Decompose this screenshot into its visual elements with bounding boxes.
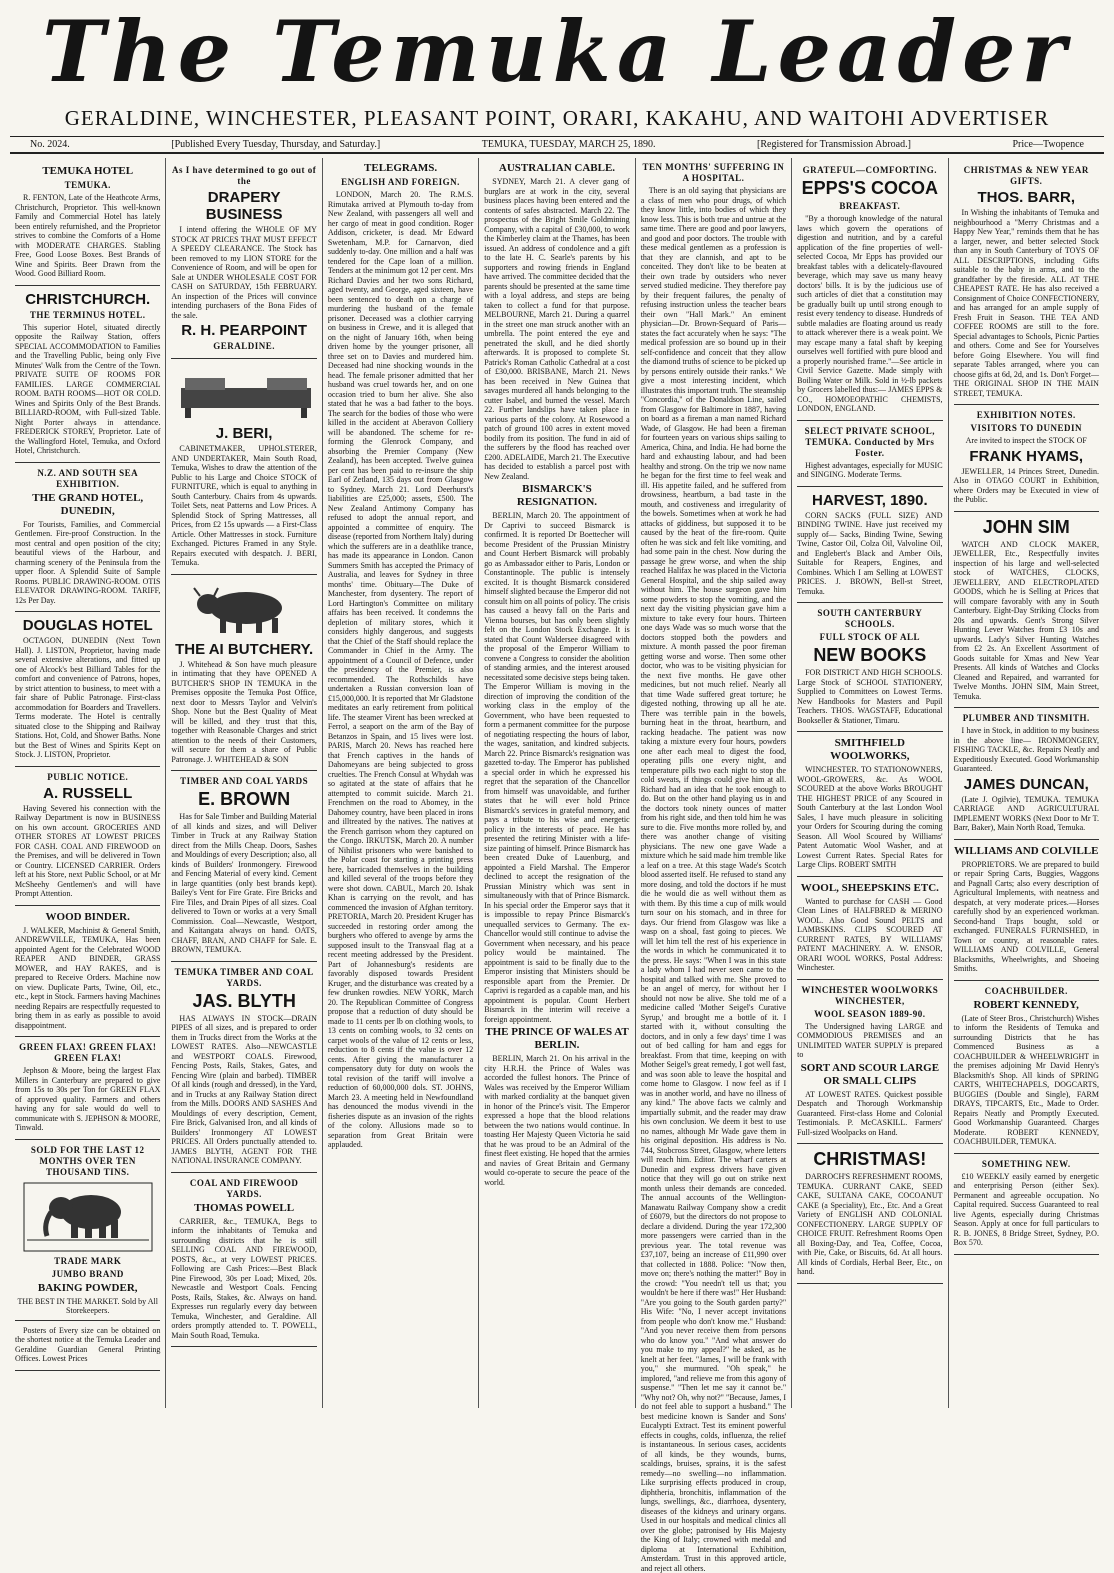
publication-days: [Published Every Tuesday, Thursday, and Saturday.] (171, 139, 381, 150)
article-body: BERLIN, March 20. The appointment of Dr Caprivi to succeed Bismarck is confirmed. It is reported Dr Boettecher will become President of the Prussian Ministry and Count Herbert Bismarck will probably go as Ambassador either to Paris, London or Constantinople. The public is intensely excited. It is thought Bismarck considered himself slighted because the Emperor did not consult him on all points of policy. The crisis has caused a heavy fall on the Paris and Vienna bourses, but has only been slightly felt on the London Stock Exchange. It is stated that Count Waldersee disagreed with the proposal of the Emperor William to convene a Congress to consider the abolition of standing armies, and the interest aroused necessitated some decisive steps being taken. The Emperor William is moving in the direction of improving the condition of the working class in the employ of the Government, who have been requested to form a permanent committee for the purpose of negotiating respecting the hours of labor, the wages, sanitation, and kindred subjects. March 22. Prince Bismarck's resignation was gazetted to-day. The Emperor has published a special order in which he expressed his regret that the separation of the Chancellor from himself was unavoidable, and further states that he will ever hold Prince Bismarck's services in grateful memory, and pays a tribute to his wise and energetic policy in the interests of peace. He has presented the retiring Minister with a life-size painting of himself. Prince Bismarck has been created Duke of Lauenburg, and appointed a Field Marshal. The Emperor declined to accept the resignation of the Prussian Ministry which was sent in simultaneously with that of Prince Bismarck. In his special order the Emperor says that it is impossible to repay Prince Bismarck's unequalled services to Germany. The ex-Chancellor would still continue to advise the Government when necessary, and his peace policy would be maintained. The appointment is said to be finally due to the Emperor insisting that Ministers should be responsible apart from the Premier. Dr Caprivi is regarded as a capable man, and his appointment is popular. Count Herbert Bismarck in the interim will receive a foreign appointment. (484, 511, 630, 1024)
issue-number: No. 2024. (30, 139, 70, 150)
ad-russell (15, 767, 160, 906)
ad-williams-colville (954, 840, 1099, 981)
ad-heading: NEW BOOKS (813, 645, 927, 665)
ad-winchester-woolworks (797, 980, 942, 1145)
ad-body: CARRIER, &c., TEMUKA, Begs to inform the inhabitants of Temuka and surrounding districts that he is still SELLING COAL AND FIREWOOD, POSTS, &c., at very LOWEST PRICES. Following are Cash Prices:—Best Black Pine Firewood, 30s per Load; Mixed, 20s. Newcastle and Westport Coals. Fencing Posts, Rails, Stakes, &c. Always on hand. Expresses run regularly every day between Temuka, Winchester, and Geraldine. All orders promptly attended to. T. POWELL, Main South Road, Temuka. (171, 1216, 317, 1340)
ad-terminus-hotel (15, 286, 160, 463)
ad-intro: FULL STOCK OF ALL (819, 632, 920, 642)
section-heading: TEN MONTHS' SUFFERING IN A HOSPITAL. (642, 162, 785, 183)
columns (10, 158, 1104, 1573)
bull-illustration-icon (184, 582, 304, 637)
ad-subheading: PUBLIC NOTICE. (47, 771, 129, 782)
ad-heading: SORT AND SCOUR LARGE OR SMALL CLIPS (800, 1061, 940, 1087)
column-2 (166, 158, 322, 1408)
ad-john-sim (954, 512, 1099, 709)
registration-note: [Registered for Transmission Abroad.] (757, 139, 911, 150)
ad-subheading: SOMETHING NEW. (981, 1158, 1071, 1169)
ad-heading: DOUGLAS HOTEL (22, 617, 153, 634)
article-body: LONDON, March 20. The R.M.S. Rimutaka arrived at Plymouth to-day from New Zealand, with passengers all well and her cargo of meat in good condition. Roger Addison, cricketer, is dead. Mr Edward Swetenham, M.P. for Carnarvon, died suddenly to-day. One million and a half was tendered for the Cape loan of a million. Tenders at the minimum got 12 per cent. Mrs Richard Davies and her two sons Richard, aged twenty, and George, aged sixteen, have been sentenced to death on a charge of murdering the husband of the female prisoner. Deceased was a clothier carrying on business in Crewe, and it is alleged that on the night of January 16th, when being driven home by the younger prisoner, all three set on to Davies and murdered him. Deceased had nine shocking wounds in the head. The female prisoner admitted that her husband was cruel towards her, and on one occasion tried to burn her alive. She also stated that he was a bad father to the boys. The search for the bodies of those who were killed in the accident at Aberavon Colliery will be abandoned. The scheme for re-forming the Glenrock Company, and absorbing the Premier Company (New Zealand), has been accepted. Twelve guinea per cent has been paid to re-insure the ship Earl of Zetland, 135 days out from Glasgow to Sydney. March 21. Lord Deerhurst's liabilities are £25,000; assets, £500. The New Zealand Antimony Company has refused to adopt the annual report, and appointed a committee of enquiry. The disease (reported from Northern Italy) during which the sufferers are in a deathlike trance, has made its appearance in London. Canon Summers Smith has accepted the Primacy of Australia, and leaves for Sydney in three months' time. Obituary—The Duke of Manchester, from dysentery. The report of Lord Hartington's Committee on military affairs has been received. It condemns the depletion of military stores, which it considers highly dangerous, and suggests that the Chief of the Staff should replace the Commander in Chief in the Army. The appointment of a Council of Defence, under the presidency of the Premier, is also recommended. The Rothschilds have undertaken a Russian conversion loan of £15,000,000. It is reported that Mr Gladstone meditates an early retirement from political life. The steamer Virent has been wrecked at Ferrol, a seaport on the arm of the Bay of Betanzos in Spain, and 15 lives were lost. PARIS, March 20. News has reached here that French captives in the hands of Dahomeyans are being subjected to gross cruelties. The French Consul at Whydah was so agitated at the state of affairs that he attempted to commit suicide. March 21. Frenchmen on the road to Abomey, in the Dahomey country, have been placed in irons and illtreated by the natives. The natives at the French garrison whom they captured on the Congo. IRKUTSK, March 20. A number of Nihilist prisoners who were banished to the Polar coast for starting a printing press here, barricaded themselves in the building and killed several of the troops before they were shot down. CABUL, March 20. Ishak Khan is carrying on the revolt, and has commenced the invasion of Afghan territory. PRETORIA, March 20. President Kruger has succeeded in restoring order among the burghers who offered to avenge by arms the supposed insult to the Transvaal flag at a recent meeting addressed by the President. Part of Johannesburg's residents are favorably disposed towards President Kruger, and the disturbance was created by a few drunken rowdies. NEW YORK, March 20. The Republican Committee of Congress propose that a reduction of duty should be made to 11 cents per lb on clothing wools, to 13 cents on combing wools, to 32 cents on carpet wools of the value of 12 cents or less, reduction to 8 cents if the value is over 12 cents. After giving the manufacturer a compensatory duty for duty on wools the total revision of the tariff will involve a reduction of 60,000,000 dols. ST. JOHNS, March 23. A meeting held in Newfoundland has denounced the modus vivendi in the fisheries dispute as an invasion of the rights of the colony. Allusions made so to separation from Great Britain were applauded. (327, 190, 474, 1149)
ad-body: (Late of Steer Bros., Christchurch) Wishes to inform the Residents of Temuka and surrounding Districts that he has Commenced Business as a COACHBUILDER & WHEELWRIGHT in the premises adjoining Mr David Henry's Blacksmith's Shop. All kinds of SPRING CARTS, WHITECHAPELS, DOGCARTS, BUGGIES (Double and Single), FARM DRAYS, TIPCARTS, Etc., Made to Order. Repairs Neatly and Promptly Executed. Good Workmanship Guaranteed. Charges Moderate. ROBERT KENNEDY, COACHBUILDER, TEMUKA. (953, 1013, 1099, 1146)
column-1 (10, 158, 166, 1408)
ad-body: (Late J. Ogilvie), TEMUKA. TEMUKA CARRIAGE AND AGRICULTURAL IMPLEMENT WORKS (Next Door to Mr T. Barr, Baker), Main North Road, Temuka. (953, 794, 1099, 832)
ad-heading: SMITHFIELD WOOLWORKS, (830, 737, 910, 762)
ad-heading: HARVEST, 1890. (812, 491, 928, 509)
ad-body: For Tourists, Families, and Commercial Gentlemen. Fire-proof Construction. In the most central and open position of the city; beautiful views of the Harbour, and charming scenery of the Peninsula from the upper floor. A Splendid Suite of Sample Rooms. PUBLIC DRAWING-ROOM. OTIS ELEVATOR DRAWING-ROOM. TARIFF, 12s Per Day. (15, 519, 161, 605)
column-6 (792, 158, 948, 1408)
ad-signature: R. H. PEARPOINT (181, 322, 308, 339)
ad-heading: WOOL, SHEEPSKINS ETC. (800, 881, 939, 894)
ad-intro: As I have determined to go out of the (172, 165, 317, 186)
ad-subheading: N.Z. AND SOUTH SEA EXHIBITION. (37, 467, 139, 489)
ad-posters (15, 1321, 160, 1371)
ad-heading: FRANK HYAMS, (969, 447, 1084, 465)
section-heading: TELEGRAMS. (364, 162, 438, 174)
ad-heading: CHRISTCHURCH. (25, 290, 151, 308)
ad-heading: BAKING POWDER, (37, 1281, 138, 1294)
ad-heading: THE GRAND HOTEL, DUNEDIN, (32, 491, 144, 517)
ad-subheading: WOOL SEASON 1889-90. (814, 1008, 926, 1019)
ad-body: WATCH AND CLOCK MAKER, JEWELLER, Etc., Respectfully invites inspection of his large and well-selected stock of WATCHES, CLOCKS, JEWELLERY, AND ELECTROPLATED GOODS, which he is Selling at Prices that will compare favorably with any in South Canterbury. Eight-Day Striking Clocks from 20s and upwards. Gent's Strong Silver Hunting Lever Watches from £3 10s and upwards. Lady's Silver Hunting Watches from £2 2s. An Excellent Assortment of Goods suitable for Xmas and New Year Presents. All kinds of Watches and Clocks Cleaned and Repaired, and warranted for Twelve Months. JOHN SIM, Main Street, Temuka. (953, 539, 1099, 701)
ad-drapery (171, 160, 316, 359)
ad-body: R. FENTON, Late of the Heathcote Arms, Christchurch, Proprietor. This well-known Family and Commercial Hotel has lately been entirely refurnished, and the Proprietor strives to combine the Comforts of a Home with MODERATE CHARGES. Stabling Free, Good Loose Boxes. Best Brands of Wine and Spirits. Beer Drawn from the Wood. Good Billiard Room. (15, 193, 161, 278)
ad-beri (171, 359, 316, 575)
ad-intro: Are invited to inspect the STOCK OF (965, 436, 1087, 445)
section-heading: AUSTRALIAN CABLE. (498, 162, 616, 174)
ad-body: Highest advantages, especially for MUSIC and SINGING. Moderate Terms. (797, 460, 943, 479)
trademark-label: TRADE MARK (54, 1255, 122, 1266)
ad-heading: E. BROWN (198, 789, 291, 809)
ad-subheading: GERALDINE. (213, 341, 276, 351)
ad-green-flax (15, 1037, 160, 1140)
ad-heading: GREEN FLAX! GREEN FLAX! GREEN FLAX! (19, 1042, 157, 1063)
furniture-illustration-icon (171, 366, 321, 421)
section-heading: THE PRINCE OF WALES AT BERLIN. (485, 1026, 629, 1051)
ad-something-new (954, 1154, 1099, 1255)
ad-epps-cocoa (797, 160, 942, 421)
ad-heading: DRAPERY BUSINESS (205, 189, 283, 223)
ad-heading: THOMAS POWELL (194, 1201, 295, 1214)
ad-kennedy (954, 981, 1099, 1154)
ad-heading: JAMES DUNCAN, (963, 775, 1089, 793)
ad-body: Posters of Every size can be obtained on the shortest notice at the Temuka Leader and Geraldine Guardian General Printing Offices. Lowest Prices (15, 1325, 161, 1363)
ad-body: This superior Hotel, situated directly opposite the Railway Station, offers SPECIAL ACCOMMODATION to Families and the Travelling Public, being only Five Minutes' Walk from the Centre of the Town. PRIVATE SUITE OF ROOMS FOR FAMILIES. LARGE COMMERCIAL ROOM. BATH ROOMS—HOT OR COLD. Wines and Spirits Only of the Best Brands. BILLIARD-ROOM, with Full-sized Table. Night Porter always in attendance. FREDERICK STOREY, Proprietor. Late of the Wallingford Hotel, Temuka, and Oxford Hotel, Christchurch. (15, 322, 161, 455)
column-3 (323, 158, 479, 1408)
ad-wool (797, 877, 942, 980)
ad-heading: ROBERT KENNEDY, (973, 998, 1079, 1011)
ad-body: "By a thorough knowledge of the natural laws which govern the operations of digestion and nutrition, and by a careful application of the fine properties of well-selected Cocoa, Mr Epps has provided our breakfast tables with a delicately-flavoured beverage, which may save us many heavy doctors' bills. It is by the judicious use of such articles of diet that a constitution may be gradually built up until strong enough to resist every tendency to disease. Hundreds of subtle maladies are floating around us ready to attack wherever there is a weak point. We may escape many a fatal shaft by keeping ourselves well fortified with pure blood and a properly nourished frame."—See article in Civil Service Gazette. Made simply with Boiling Water or Milk. Sold in ½-lb packets by Grocers labelled thus:— JAMES EPPS & CO., HOMOEOPATHIC CHEMISTS, LONDON, ENGLAND. (797, 214, 943, 413)
ad-body: I intend offering the WHOLE OF MY STOCK AT PRICES THAT MUST EFFECT A SPEEDY CLEARANCE. The Stock has been removed to my LION STORE for the Convenience of Room, and will be open for Sale at UNDER WHOLESALE COST FOR CASH on SATURDAY, 15th FEBRUARY. An inspection of the Prices will convince intending purchasers of the Bona Fides of the sale. (171, 225, 317, 320)
ad-body: HAS ALWAYS IN STOCK—DRAIN PIPES of all sizes, and is prepared to order them in Trucks direct from the Works at the LOWEST RATES. Also—NEWCASTLE and WESTPORT COALS. Firewood, Fencing Posts, Rails, Stakes, Gates, and Fencing Wire (plain and barbed). TIMBER Of all kinds (rough and dressed), in the Yard, and in Trucks at any Railway Station direct from the Mills. DOORS AND SASHES And Mouldings of every description, Cement, Fire Brick, Galvanised Iron, and all kinds of Builders' Ironmongery AT LOWEST PRICES. All Orders punctually attended to. JAMES BLYTH, AGENT FOR THE NATIONAL INSURANCE COMPANY. (171, 1013, 317, 1165)
ad-subheading: TEMUKA TIMBER AND COAL YARDS. (174, 966, 314, 988)
ad-body: The Undersigned having LARGE and COMMODIOUS PREMISES and an UNLIMITED WATER SUPPLY is prepared to (797, 1021, 943, 1059)
ad-douglas-hotel (15, 612, 160, 767)
ad-heading: THE AI BUTCHERY. (175, 640, 314, 658)
ad-subheading: SELECT PRIVATE SCHOOL, TEMUKA. Conducted by Mrs Foster. (804, 425, 935, 458)
ad-subheading: CHRISTMAS & NEW YEAR GIFTS. (963, 165, 1089, 186)
jumbo-brand-label: JUMBO BRAND (51, 1268, 124, 1279)
ad-body: PROPRIETORS. We are prepared to build or repair Spring Carts, Buggies, Waggons and Pagnall Carts; also every description of Agricultural Implements, with neatness and despatch, at very moderate prices.—Horses carefully shod by an experienced workman. Second-hand Traps bought, sold or exchanged. FUNERALS FURNISHED, in Town or country, at reasonable rates. WILLIAMS AND COLVILLE, General Blacksmiths, Wheelwrights, and Shoeing Smiths. (953, 859, 1099, 973)
ad-body: DARROCH'S REFRESHMENT ROOMS, TEMUKA. CURRANT CAKE, SEED CAKE, SULTANA CAKE, COCOANUT CAKE (a Speciality), Etc., Etc. And a Great Variety of ENGLISH AND COLONIAL CONFECTIONERY. LARGE SUPPLY OF CHOICE FRUIT. Refreshment Rooms Open all Boxing-Day, and Tea, Coffee, Cocoa, with Pie, Cake, or Biscuits, 6d. At all hours. All kinds of Cordials, Herbal Beer, Etc., on hand. (797, 1172, 943, 1276)
ad-heading: JAS. BLYTH (192, 990, 296, 1011)
ad-heading: WINCHESTER WOOLWORKS WINCHESTER, (801, 984, 939, 1006)
ad-heading: JOHN SIM (982, 516, 1070, 537)
ad-heading: A. RUSSELL (43, 784, 133, 802)
ad-body: J. WALKER, Machinist & General Smith, ANDREWVILLE, TEMUKA, Has been appointed Agent for the Celebrated WOOD REAPER AND BINDER, GRASS MOWER, and HAY RAKES, and is prepared to Receive Orders. Machine now on view. Duplicate Parts, Twine, Oil, etc., etc., kept in Stock. Farmers having Machines needing Repairs are respectfully requested to bring them in as early as possible to avoid disappointment. (15, 925, 161, 1030)
ad-subheading: TEMUKA. (64, 180, 111, 190)
ad-heading: CHRISTMAS! (813, 1149, 927, 1169)
ad-heading: TEMUKA HOTEL (42, 165, 134, 177)
ad-intro: GRATEFUL—COMFORTING. (802, 165, 937, 175)
ad-body: £10 WEEKLY easily earned by energetic and enterprising Person (either Sex). Permanent and agreeable occupation. No Capital required. Success Guaranteed to real live Agents, especially during Christmas Season. Apply at once for full particulars to R. B. JONES, 8 Bridge Street, Sydney, P.O. Box 570. (953, 1171, 1099, 1247)
ad-body: I have in Stock, in addition to my business in the above line— IRONMONGERY, FISHING TACKLE, &c. Repairs Neatly and Expeditiously Executed. Good Workmanship Guaranteed. (953, 726, 1099, 773)
ad-body: WINCHESTER. TO STATIONOWNERS, WOOL-GROWERS, &c. As WOOL SCOURED at the above Works BROUGHT THE HIGHEST PRICE of any Scoured in South Canterbury at the last London Wool Sales, I have much pleasure in soliciting your Orders for Scouring during the coming Season. All Wool Scoured by Williams' Patent Automatic Wool Washer, and at Lowest Current Rates. Special Rates for Large Clips. ROBERT SMITH (797, 765, 943, 869)
ad-subheading: PLUMBER AND TINSMITH. (962, 713, 1090, 723)
dateline (10, 136, 1104, 154)
ad-christmas (797, 1144, 942, 1284)
ad-body: THE BEST IN THE MARKET. Sold by All Storekeepers. (17, 1296, 158, 1315)
ad-heading: THOS. BARR, (977, 189, 1075, 206)
ad-private-school (797, 421, 942, 487)
ad-hyams (954, 405, 1099, 512)
ad-body: JEWELLER, 14 Princes Street, Dunedin. Also in OTAGO COURT in Exhibition, where Orders may be Executed in view of the Public. (953, 466, 1099, 504)
ad-harvest (797, 487, 942, 604)
ad-body: In Wishing the inhabitants of Temuka and neighbourhood a "Merry Christmas and a Happy New Year," reminds them that he has a larger, newer, and better selected Stock than any in South Canterbury of TOYS OF ALL DESCRIPTIONS, including Gifts suitable to the baby in arms, and to the grandfather by the fireside. ALL AT THE CHEAPEST RATE. He has also received a Consignment of Choice CONFECTIONERY, and has arranged for an ample supply of Fresh Fruit in Season. THE TEA AND COFFEE ROOMS are still to the fore. Special advantages to Schools, Picnic Parties and others. Come and See for Yourselves before Going Elsewhere. You will find separate Tables arranged, where you can choose gifts at 6d, 2d, and 1s. Don't Forget— THE ORIGINAL SHOP IN THE MAIN STREET, TEMUKA. (953, 208, 1099, 398)
article-body: BERLIN, March 21. On his arrival in the city H.R.H. the Prince of Wales was accorded the fullest honors. The Prince of Wales was received by the Emperor William with marked cordiality at the banquet given in honor of the Prince's visit. The Emperor expressed a hope that the blood relations between the two nations would continue. In toasting Her Majesty Queen Victoria he said that he was proud to be an Admiral of the finest fleet existing. He hoped that the armies and navies of Great Britain and Germany would co-operate to secure the peace of the world. (484, 1054, 630, 1187)
ad-subheading: TIMBER AND COAL YARDS (180, 776, 309, 786)
ad-body: OCTAGON, DUNEDIN (Next Town Hall). J. LISTON, Proprietor, having made several extensive alterations, and fitted up one of Alcock's best Billiard Tables for the comfort and convenience of Patrons, hopes, by strict attention to business, to meet with a fair share of Public Patronage. First-class accommodation for Boarders and Travellers. Terms moderate. The Hotel is centrally situated close to the Shipping and Railway Stations. Hot, Cold, and Shower Baths. None but the Best of Wines and Spirits Kept on Stock. J. LISTON, Proprietor. (15, 636, 161, 759)
ad-heading: J. BERI, (215, 425, 273, 442)
ad-heading: WOOD BINDER. (45, 910, 130, 923)
ad-body: Has for Sale Timber and Building Material of all kinds and sizes, and will Deliver Timber in Truck at any Railway Station direct from the Mills Cheap. Doors, Sashes and Mouldings of every Description; also, all kinds of Builders' Ironmongery. Firewood and Fencing Material of every kind. Cement in large quantities (only best brands kept). Bailey's Vent for Fire Grate. Fire Bricks and Fire Tiles, and Drain Pipes of all sizes. Coal delivered to Town or works at a very Small Commission. Coal—Newcastle, Westport, and Kaitangata always on hand. OATS, CHAFF, BRAN, AND CHAFF for Sale. E. BROWN, TEMUKA. (171, 812, 317, 954)
ad-body: FOR DISTRICT AND HIGH SCHOOLS. Large Stock of SCHOOL STATIONERY, Supplied to Committees on Lowest Terms. New Handbooks for Masters and Pupil Teachers. THOS. WAGSTAFF, Educational Bookseller & Stationer, Timaru. (797, 668, 943, 725)
ad-body: CORN SACKS (FULL SIZE) AND BINDING TWINE. Have just received my supply of— Sacks, Binding Twine, Sewing Twine, Castor Oil, Colza Oil, Valvoline Oil, and Englebert's Black and Amber Oils, Suitable for Reapers, Engines, and Combines. Which I am Selling at LOWEST PRICES. J. BROWN, Bell-st Street, Temuka. (797, 510, 943, 596)
ad-wood-binder (15, 906, 160, 1038)
ad-heading: SOLD FOR THE LAST 12 MONTHS OVER TEN THOUSAND TINS. (30, 1144, 145, 1177)
ad-body: CABINETMAKER, UPHOLSTERER, AND UNDERTAKER, Main South Road, Temuka, Wishes to draw the attention of the Public to his Large and Choice STOCK of FURNITURE, which is equal to anything in South Canterbury. Chairs from 4s upwards. Toilet Sets, neat Patterns and Low Prices. A Splendid Stock of Spring Mattresses, all Prices, from £2 15s upwards — a First-Class Article. Other Mattresses in stock. Furniture Exchanged. Pictures Framed in any Style. Repairs executed with despatch. J. BERI, Temuka. (171, 444, 317, 567)
ad-body: Wanted to purchase for CASH — Good Clean Lines of HALFBRED & MERINO WOOL. Also Good Sound PELTS and LAMBSKINS. CLIPS SCOURED AT CURRENT RATES, BY WILLIAMS' PATENT MACHINERY. A. W. ENSOR, ORARI WOOL WORKS, Postal Address: Winchester. (797, 896, 943, 972)
ad-subheading: VISITORS TO DUNEDIN (970, 423, 1083, 433)
ad-baking-powder (15, 1140, 160, 1321)
masthead (10, 0, 1104, 104)
section-subheading: ENGLISH AND FOREIGN. (341, 177, 460, 187)
ad-plumber (954, 708, 1099, 840)
ad-heading: EPPS'S COCOA (801, 178, 938, 198)
ad-subheading: EXHIBITION NOTES. (976, 410, 1076, 420)
ad-grand-hotel (15, 463, 160, 613)
column-7 (949, 158, 1104, 1408)
issue-price: Price—Twopence (1012, 139, 1084, 150)
ad-butchery (171, 575, 316, 772)
column-5 (636, 158, 792, 1573)
ad-body: AT LOWEST RATES. Quickest possible Despatch and Thorough Workmanship Guaranteed. First-class Home and Colonial Testimonials. P. McCASKILL. Farmers' Full-sized Woolpacks on Hand. (797, 1089, 943, 1137)
ad-subheading: SOUTH CANTERBURY SCHOOLS. (817, 608, 923, 629)
elephant-trademark-icon (23, 1182, 153, 1252)
masthead-title: The Temuka Leader (42, 2, 1072, 101)
ad-subheading: COACHBUILDER. (984, 985, 1068, 996)
issue-date: TEMUKA, TUESDAY, MARCH 25, 1890. (481, 139, 656, 150)
section-heading: BISMARCK'S RESIGNATION. (516, 483, 598, 508)
ad-subheading: BREAKFAST. (839, 201, 901, 211)
ad-new-books (797, 603, 942, 732)
ad-heading: WILLIAMS AND COLVILLE (954, 844, 1099, 857)
ad-barr (954, 160, 1099, 405)
ad-brown-timber (171, 771, 316, 962)
ad-subheading: COAL AND FIREWOOD YARDS. (189, 1177, 299, 1199)
ad-body: J. Whitehead & Son have much pleasure in intimating that they have OPENED A BUTCHER'S SHOP IN TEMUKA in the Premises opposite the Temuka Post Office, next door to Messrs Taylor and Velvin's Shop. None but the Best Quality of Meat will be killed, and they trust that this, together with Reasonable Charges and strict attention to the needs of their Customers, will secure for them a share of Public Patronage. J. WHITEHEAD & SON (171, 659, 317, 764)
ad-powell (171, 1173, 316, 1348)
ad-body: Having Severed his connection with the Railway Department is now in BUSINESS on his own account. GROCERIES AND OTHER STORES AT LOWEST PRICES FOR CASH. COAL AND FIREWOOD on the Premises, and will be delivered in Town or Country. LICENSED CARRIER. Orders left at his Store, next Public School, or at Mr McSheehy Gentlemen's and will have Prompt Attention. (15, 803, 161, 898)
column-4 (479, 158, 635, 1408)
ad-body: Jephson & Moore, being the largest Flax Millers in Canterbury are prepared to give from 15s to 30s per Ton for GREEN FLAX of approved quality. Farmers and others having any for sale would do well to communicate with S. JEPHSON & MOORE, Tinwald. (15, 1066, 161, 1132)
ad-smithfield (797, 732, 942, 877)
article-body: There is an old saying that physicians are a class of men who pour drugs, of which they know little, into bodies of which they know less. This is both true and untrue at the same time. There are good and poor lawyers, and good and poor doctors. The trouble with these medical gentlemen as a profession is that they are clannish, and apt to be conceited. They don't like to be beaten at their own trade by outsiders who never served studied medicine. They therefore pay by their frequent failures, the penalty of refusing instruction unless the teacher bears their own "Hall Mark." An eminent physician—Dr. Brown-Sequard of Paris—states the fact accurately when he says: "The medical profession are so bound up in their self-confidence and conceit that they allow the diamond truths of science to be picked up by persons entirely outside their ranks." We give a most interesting incident, which illustrates this important truth. The steamship "Concordia," of the Donaldson Line, sailed from Glasgow for Baltimore in 1887, having on board as a fireman a man named Richard Wade, of Glasgow. He had been a fireman for fourteen years on various ships sailing to America, China, and India. He had borne the hard and exhausting labour, and had been healthy and strong. On the trip we now name he began for the first time to feel weak and ill. His appetite failed, and he suffered from drowsiness, heartburn, a bad taste in the mouth, and costiveness and irregularity of the bowels. Sometimes when at work he had attacks of giddiness, but supposed it to be caused by the heat of the fire-room. Quite often he was sick and felt like vomiting, and had some pain in the chest. Now during the passage he grew worse, and when the ship reached Halifax he was placed in the Victoria General Hospital, and the ship sailed away without him. The house surgeon gave him some powders to stop the vomiting, and the next day the visiting physician gave him a mixture to take every four hours. Thirteen one days Wade was so much worse that the doctors stopped both the powders and mixture. A month passed the poor fireman getting worse and worse. Then some other doctor, who was to be visiting physician for the next five months. He gave other medicines, but not much relief. Nearly all that time Wade suffered great torture; he digested nothing, throwing up all he ate. There was terrible pain in the bowels, burning heat in the throat, heartburn, and racking headache. The patient was now taking a mixture every four hours, powders one after each meal to digest the food, operating pills one every night, and temperature pills two each night to stop the cold sweats, if things could give him at all. Richard had an idea that he took enough to do. But on the other hand playing us in and the doctors took ninety ounces of matter from his right side, and then told him he was sure to die. Five months more rolled by, and there was another change of visiting physicians. The new one gave Wade a mixture which he said made him tremble like a leaf on a tree. At this stage Wade's Scotch blood asserted itself. He refused to stand any more dosing, and told the doctors if he must die he would die as well without them as with them. By this time a cup of milk would turn sour on his stomach, and in three for days. Our friend from Glasgow was like a wasp on a shoal, fast going to pieces. We will let him tell the rest of his experience in the words in which he communicated it to the press. He says: "When I was in this state a lady whom I had never seen came to the hospital and talked with me. She proved to be an angel of mercy, for without her I should not now be alive. She told me of a medicine called 'Mother Seigel's Curative Syrup,' and brought me a bottle of it. I started with it, without consulting the doctors, and in only a few days' time I was out of bed calling for ham and eggs for breakfast. From that time, keeping on with Mother Seigel's great remedy, I got well fast, and was soon able to leave the hospital and come home to Glasgow. I now feel as if I was in another world, and have no illness of any kind." The above facts we calmly and impartially submit, and the reader may draw his own conclusion. We deem it best to use no names, although Mr Wade gave them in his original deposition. His address is No. 744, Stobcross Street, Glasgow, where letters will reach him. Editor. The wharf carters at Dunedin and express drivers have given notice that they will go out on strike next month unless their demands are conceded. The annual accounts of the Wellington-Manawatu Railway Company show a credit of £6079, but the directors do not propose to declare a dividend. During the year 172,300 more passengers were carried than in the previous year. The total revenue was £37,107, being an increase of £11,990 over that collected in 1888. Police: "Now then, move on; there's nothing the matter!" Boy in the crowd: "You needn't tell us that; you wouldn't be here if there was!" Her Husband: "Are you going to the South garden party?" His Wife: "No, I never accept invitations from people who don't know me." Husband: "And you never receive them from persons who do know you." "And what answer do you make to my appeal?" he asked, as he knelt at her feet. "James, I will be frank with you," she murmured. "Oh speak," he implored, "and relieve me from this agony of suspense." "Then let me say it cannot be." "Why not? Oh, why not?" "Because, James, I do not feel able to support a husband." The best medicine known is Sander and Sons' Eucalypti Extract. Test its eminent powerful effects in coughs, colds, influenza, the relief is instantaneous. In serious cases, accidents of all kinds, be they wounds, burns, scaldings, bruises, sprains, it is the safest remedy—no swelling—no inflammation. Like surprising effects produced in croup, diphtheria, bronchitis, inflammation of the lungs, swellings, &c., diarrhoea, dysentery, diseases of the kidneys and urinary organs. Used in our hospitals and medical clinics all over the globe; patronised by His Majesty the King of Italy; crowned with medal and diploma at International Exhibition, Amsterdam. Trust in this approved article, and reject all others. (640, 186, 787, 1573)
ad-temuka-hotel (15, 160, 160, 286)
masthead-subtitle: GERALDINE, WINCHESTER, PLEASANT POINT, ORARI, KAKAHU, AND WAITOHI ADVERTISER (64, 106, 1050, 130)
article-body: SYDNEY, March 21. A clever gang of burglars are at work in the city, several business places having been entered and the contents of safes abstracted. March 22. The prospectus of the Bright Smile Goldmining Company, with a capital of £30,000, to work the Kimberley claim at the Thames, has been issued. An address of condolence and a gift to the late H. C. Searle's parents by his supporters and rowing friends in England have arrived. The committee decided that the parents should be presented at the same time with a loyal address, and steps are being taken to collect a fund for that purpose. MELBOURNE, March 21. During a quarrel in the street one man struck another with an umbrella. The point entered the eye and penetrated the skull, and he died shortly afterwards. It is proposed to complete St. Patrick's Roman Catholic Cathedral at a cost of £30,000. BRISBANE, March 21. News has been received in New Guinea that savages murdered all hands belonging to the cutter Isabel, and burned the vessel. March 22. Further landslips have taken place in various parts of the colony. At Rosewood a patch of ground 100 acres in extent moved bodily from its position. The fund in aid of the sufferers by the flood has reached over £200. ADELAIDE, March 21. The Executive has decided to establish a parcel post with New Zealand. (484, 177, 630, 481)
ad-subheading: THE TERMINUS HOTEL. (29, 309, 146, 320)
ad-blyth (171, 962, 316, 1173)
